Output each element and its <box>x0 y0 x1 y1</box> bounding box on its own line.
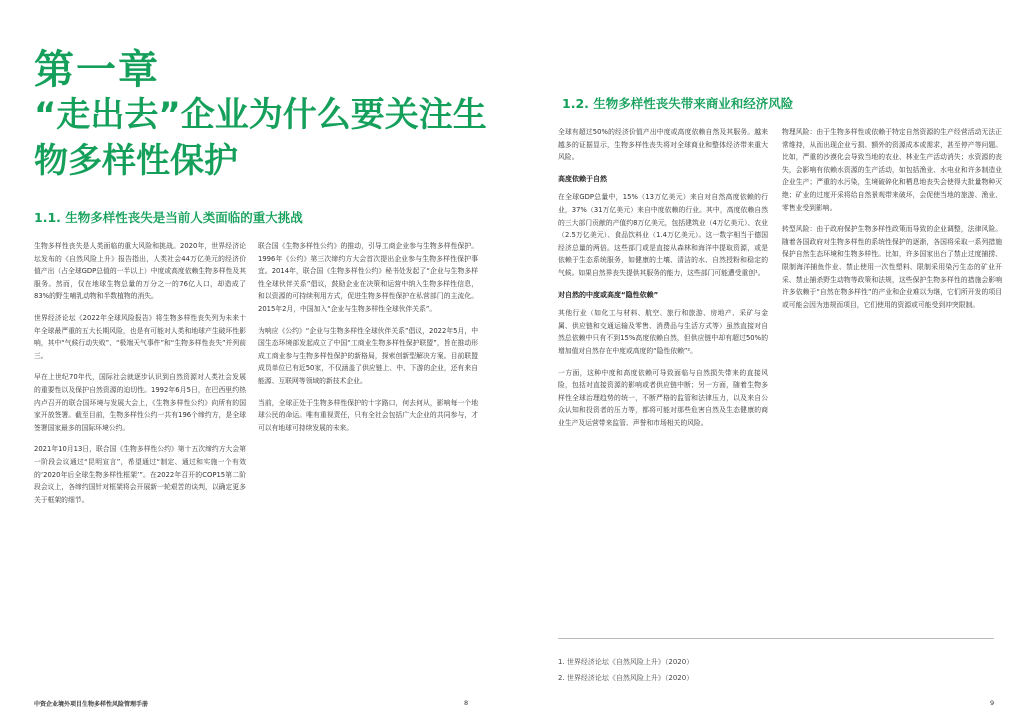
right-column-2 <box>782 126 1002 320</box>
body-paragraph: 早在上世纪70年代，国际社会就逐步认识到自然资源对人类社会发展的重要性以及保护自然资源的迫切性。1992年6月5日，在巴西里约热内卢召开的联合国环境与发展大会上，《生物多样性公约》向所有的国家开放签署。截至目前，生物多样性公约一共有196个缔约方，是全球签署国家最多的国际环境公约。 <box>34 373 246 432</box>
body-paragraph: 全球有超过50%的经济价值产出中度或高度依赖自然及其服务。越来越多的证据显示，生物多样性丧失将对全球商业和整体经济带来重大风险。 <box>558 128 768 162</box>
subheading: 对自然的中度或高度“隐性依赖” <box>558 290 659 299</box>
chapter-title: “走出去”企业为什么要关注生物多样性保护 <box>34 95 487 181</box>
footnote: 2. 世界经济论坛《自然风险上升》（2020） <box>558 674 694 682</box>
body-paragraph: 一方面，这种中度和高度依赖可导致面临与自然损失带来的直接风险，包括对直接资源的影响或者供应链中断；另一方面，随着生物多样性全球治理趋势的统一，不断严格的监管和法律压力，以及来自公众认知和投资者的压力等，都将可能对那些危害自然及生态健康的商业生产及运营带来监管、声誉和市场相关的风险。 <box>558 368 768 427</box>
footnotes <box>558 654 693 686</box>
page-number-left: 8 <box>464 699 469 707</box>
body-paragraph: 物理风险：由于生物多样性或依赖于特定自然资源的生产经营活动无法正常维持，从而出现企业亏损、额外的资源成本或需求，甚至停产等问题。比如，严重的沙漠化会导致当地的农业、林业生产活动消失；水资源的丧失，会影响有依赖水资源的生产活动，如包括渔业、水电业和许多制造业企业生产；严重的水污染，生境破碎化和栖息地丧失会使得大批量物种灭绝；矿业的过度开采将给自然景观带来破坏，会促使当地的旅游、渔业、零售业受到影响。 <box>782 128 1002 212</box>
body-paragraph: 当前，全球正处于生物多样性保护的十字路口，何去何从，影响每一个地球公民的命运。唯有重视责任，只有全社会包括广大企业的共同参与，才可以有地球可持续发展的未来。 <box>258 398 478 432</box>
left-column-1 <box>34 240 246 515</box>
body-paragraph: 其他行业（如化工与材料、航空、旅行和旅游、房地产、采矿与金属、供应链和交通运输及零售、消费品与生活方式等）虽然直接对自然总依赖中只有不到15%高度依赖自然，但供应链中却有超过50%的增加值对自然存在中度或高度的“隐性依赖”²。 <box>558 309 768 355</box>
body-paragraph: 世界经济论坛《2022年全球风险报告》将生物多样性丧失列为未来十年全球最严重的五大长期风险，也是有可能对人类和地球产生破坏性影响，其中“气候行动失败”、“极端天气事件”和“生物多样性丧失”并列前三。 <box>34 313 246 360</box>
section-heading-1-2: 1.2. 生物多样性丧失带来商业和经济风险 <box>562 96 794 111</box>
body-paragraph: 转型风险：由于政府保护生物多样性政策而导致的企业调整，法律风险。随着各国政府对生物多样性的系统性保护的逐渐，各国将采取一系列措施保护自然生态环境和生物多样性。比如，许多国家出台了禁止过度捕捞、限制海洋捕鱼作业、禁止使用一次性塑料、限制采用染污生态的矿业开采、禁止捕杀野生动物等政策和法规，这些保护生物多样性的措施会影响许多依赖于“自然在物多样性”的产业和企业难以为继，它们所开发的项目或可能会因为违规而项目，它们使用的资源或可能受到冲突限制。 <box>782 225 1002 309</box>
footer-publication-title: 中资企业境外项目生物多样性风险管理手册 <box>34 701 149 708</box>
right-column-1 <box>558 126 768 438</box>
right-page <box>512 0 1024 724</box>
body-paragraph: 联合国《生物多样性公约》的推动，引导工商企业参与生物多样性保护。1996年《公约》第三次缔约方大会首次提出企业参与生物多样性保护事宜。2014年，联合国《生物多样性公约》秘书处发起了“企业与生物多样性全球伙伴关系”倡议，鼓励企业在决策和运营中纳入生物多样性信息，和以资源的可持续利用方式，促进生物多样性保护在私营部门的主流化。2015年2月，中国加入“企业与生物多样性全球伙伴关系”。 <box>258 242 478 313</box>
page-number-right: 9 <box>990 699 995 707</box>
left-column-2 <box>258 240 478 443</box>
body-paragraph: 生物多样性丧失是人类面临的重大风险和挑战。2020年，世界经济论坛发布的《自然风险上升》报告指出，人类社会44万亿美元的经济价值产出（占全球GDP总值的一半以上）中度或高度依赖生物多样性及其服务。然而，仅在地球生物总量的万分之一的76亿人口，却造成了83%的野生哺乳动物和半数植物的消失。 <box>34 242 246 301</box>
body-paragraph: 在全球GDP总量中，15%（13万亿美元）来自对自然高度依赖的行业，37%（31万亿美元）来自中度依赖的行业。其中，高度依赖自然的三大部门贡献的产值约8万亿美元，包括建筑业（4万亿美元）、农业（2.5万亿美元）、食品饮料业（1.4万亿美元）。这一数字相当于德国经济总量的两倍。这些部门或是直接从森林和海洋中提取资源，或是依赖于生态系统服务，如健康的土壤、清洁的水、自然授粉和稳定的气候。如果自然界丧失提供其服务的能力，这些部门可能遭受重创¹。 <box>558 193 768 277</box>
section-heading-1-1: 1.1. 生物多样性丧失是当前人类面临的重大挑战 <box>34 210 303 225</box>
subheading: 高度依赖于自然 <box>558 174 607 183</box>
footnote-divider <box>558 638 994 639</box>
body-paragraph: 2021年10月13日，联合国《生物多样性公约》第十五次缔约方大会第一阶段会议通过“昆明宣言”，希望通过“制定、通过和实施一个有效的‘2020年后全球生物多样性框架’”。在2022年召开的COP15第二阶段会议上，各缔约国针对框架将会开展新一轮艰苦的谈判，以确定更多关于框架的细节。 <box>34 445 246 504</box>
body-paragraph: 为响应《公约》“企业与生物多样性全球伙伴关系”倡议，2022年5月，中国生态环境部发起成立了中国“工商业生物多样性保护联盟”，旨在推动形成工商业参与生物多样性保护的新格局，探索创新型解决方案。目前联盟成员单位已有近50家，不仅涵盖了供应链上、中、下游的企业，还有来自能源、互联网等领域的新技术企业。 <box>258 326 478 385</box>
footnote: 1. 世界经济论坛《自然风险上升》（2020） <box>558 658 694 666</box>
chapter-label: 第一章 <box>34 47 160 93</box>
